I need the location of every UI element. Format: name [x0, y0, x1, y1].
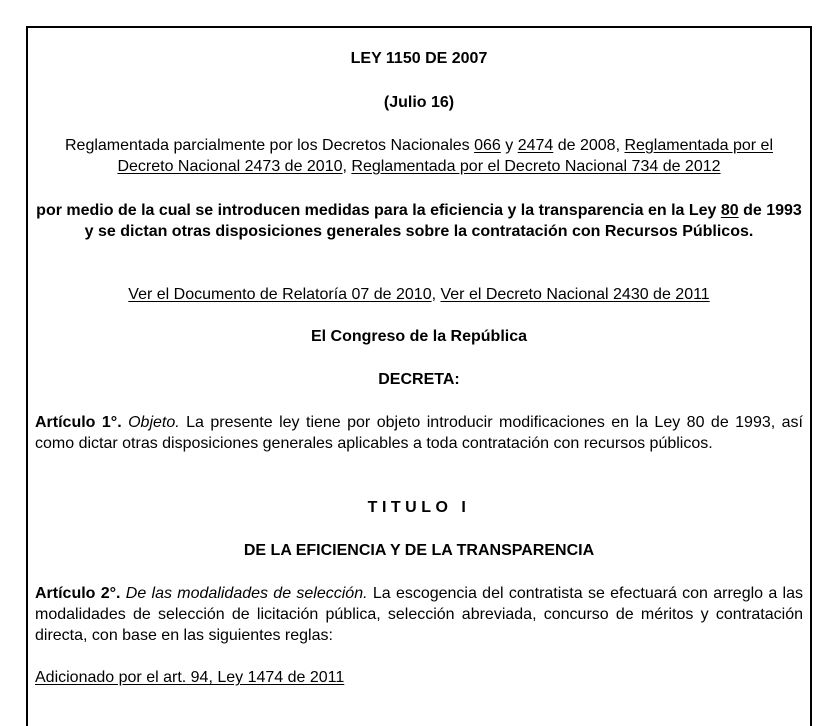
document-page — [26, 26, 812, 726]
added-note — [35, 667, 803, 688]
congress-heading: El Congreso de la República — [310, 328, 528, 345]
regulation-year: de 2008, — [553, 137, 625, 154]
see-also-comma: , — [431, 286, 441, 303]
subtitle-part2: de 1993 y se dictan otras disposiciones generales sobre la contratación con Recursos Públicos. — [84, 202, 802, 240]
ley-1474-link[interactable]: Adicionado por el art. 94, Ley 1474 de 2011 — [35, 669, 345, 686]
law-title: LEY 1150 DE 2007 — [350, 50, 488, 67]
title-1: TITULO I — [367, 499, 471, 516]
law-80-link[interactable]: 80 — [720, 202, 739, 219]
article-1-text: La presente ley tiene por objeto introducir modificaciones en la Ley 80 de 1993, así como dictar otras disposiciones generales aplicables a toda contratación con recursos públicos. — [35, 414, 803, 452]
subtitle-part1: por medio de la cual se introducen medidas para la eficiencia y la transparencia en la Ley — [36, 202, 721, 219]
decree-066-link[interactable]: 066 — [474, 137, 501, 154]
article-2-heading: De las modalidades de selección. — [125, 585, 368, 602]
see-also — [35, 284, 803, 305]
decree-2474-link[interactable]: 2474 — [517, 137, 554, 154]
article-1 — [35, 412, 803, 454]
article-2 — [35, 583, 803, 646]
law-date: (Julio 16) — [383, 94, 455, 111]
regulation-and: y — [500, 137, 518, 154]
decree-2430-link[interactable]: Ver el Decreto Nacional 2430 de 2011 — [440, 286, 710, 303]
regulation-comma: , — [342, 158, 352, 175]
article-1-heading: Objeto. — [128, 414, 180, 431]
law-subtitle — [35, 200, 803, 242]
regulation-prefix: Reglamentada parcialmente por los Decretos Nacionales — [64, 137, 475, 154]
article-2-label: Artículo 2°. — [35, 585, 121, 602]
relatoria-document-link[interactable]: Ver el Documento de Relatoría 07 de 2010 — [128, 286, 432, 303]
decree-734-link[interactable]: Reglamentada por el Decreto Nacional 734 de 2012 — [351, 158, 721, 175]
title-1-name: DE LA EFICIENCIA Y DE LA TRANSPARENCIA — [243, 542, 595, 559]
decree-2473-link[interactable]: Reglamentada por el Decreto Nacional 2473 de 2010 — [117, 137, 773, 175]
article-2-text: La escogencia del contratista se efectuará con arreglo a las modalidades de selección de licitación pública, selección abreviada, concurso de méritos y contratación directa, con base en las siguientes reglas: — [35, 585, 803, 644]
article-1-label: Artículo 1°. — [35, 414, 122, 431]
regulation-note — [35, 135, 803, 177]
decreta-heading: DECRETA: — [378, 371, 460, 388]
